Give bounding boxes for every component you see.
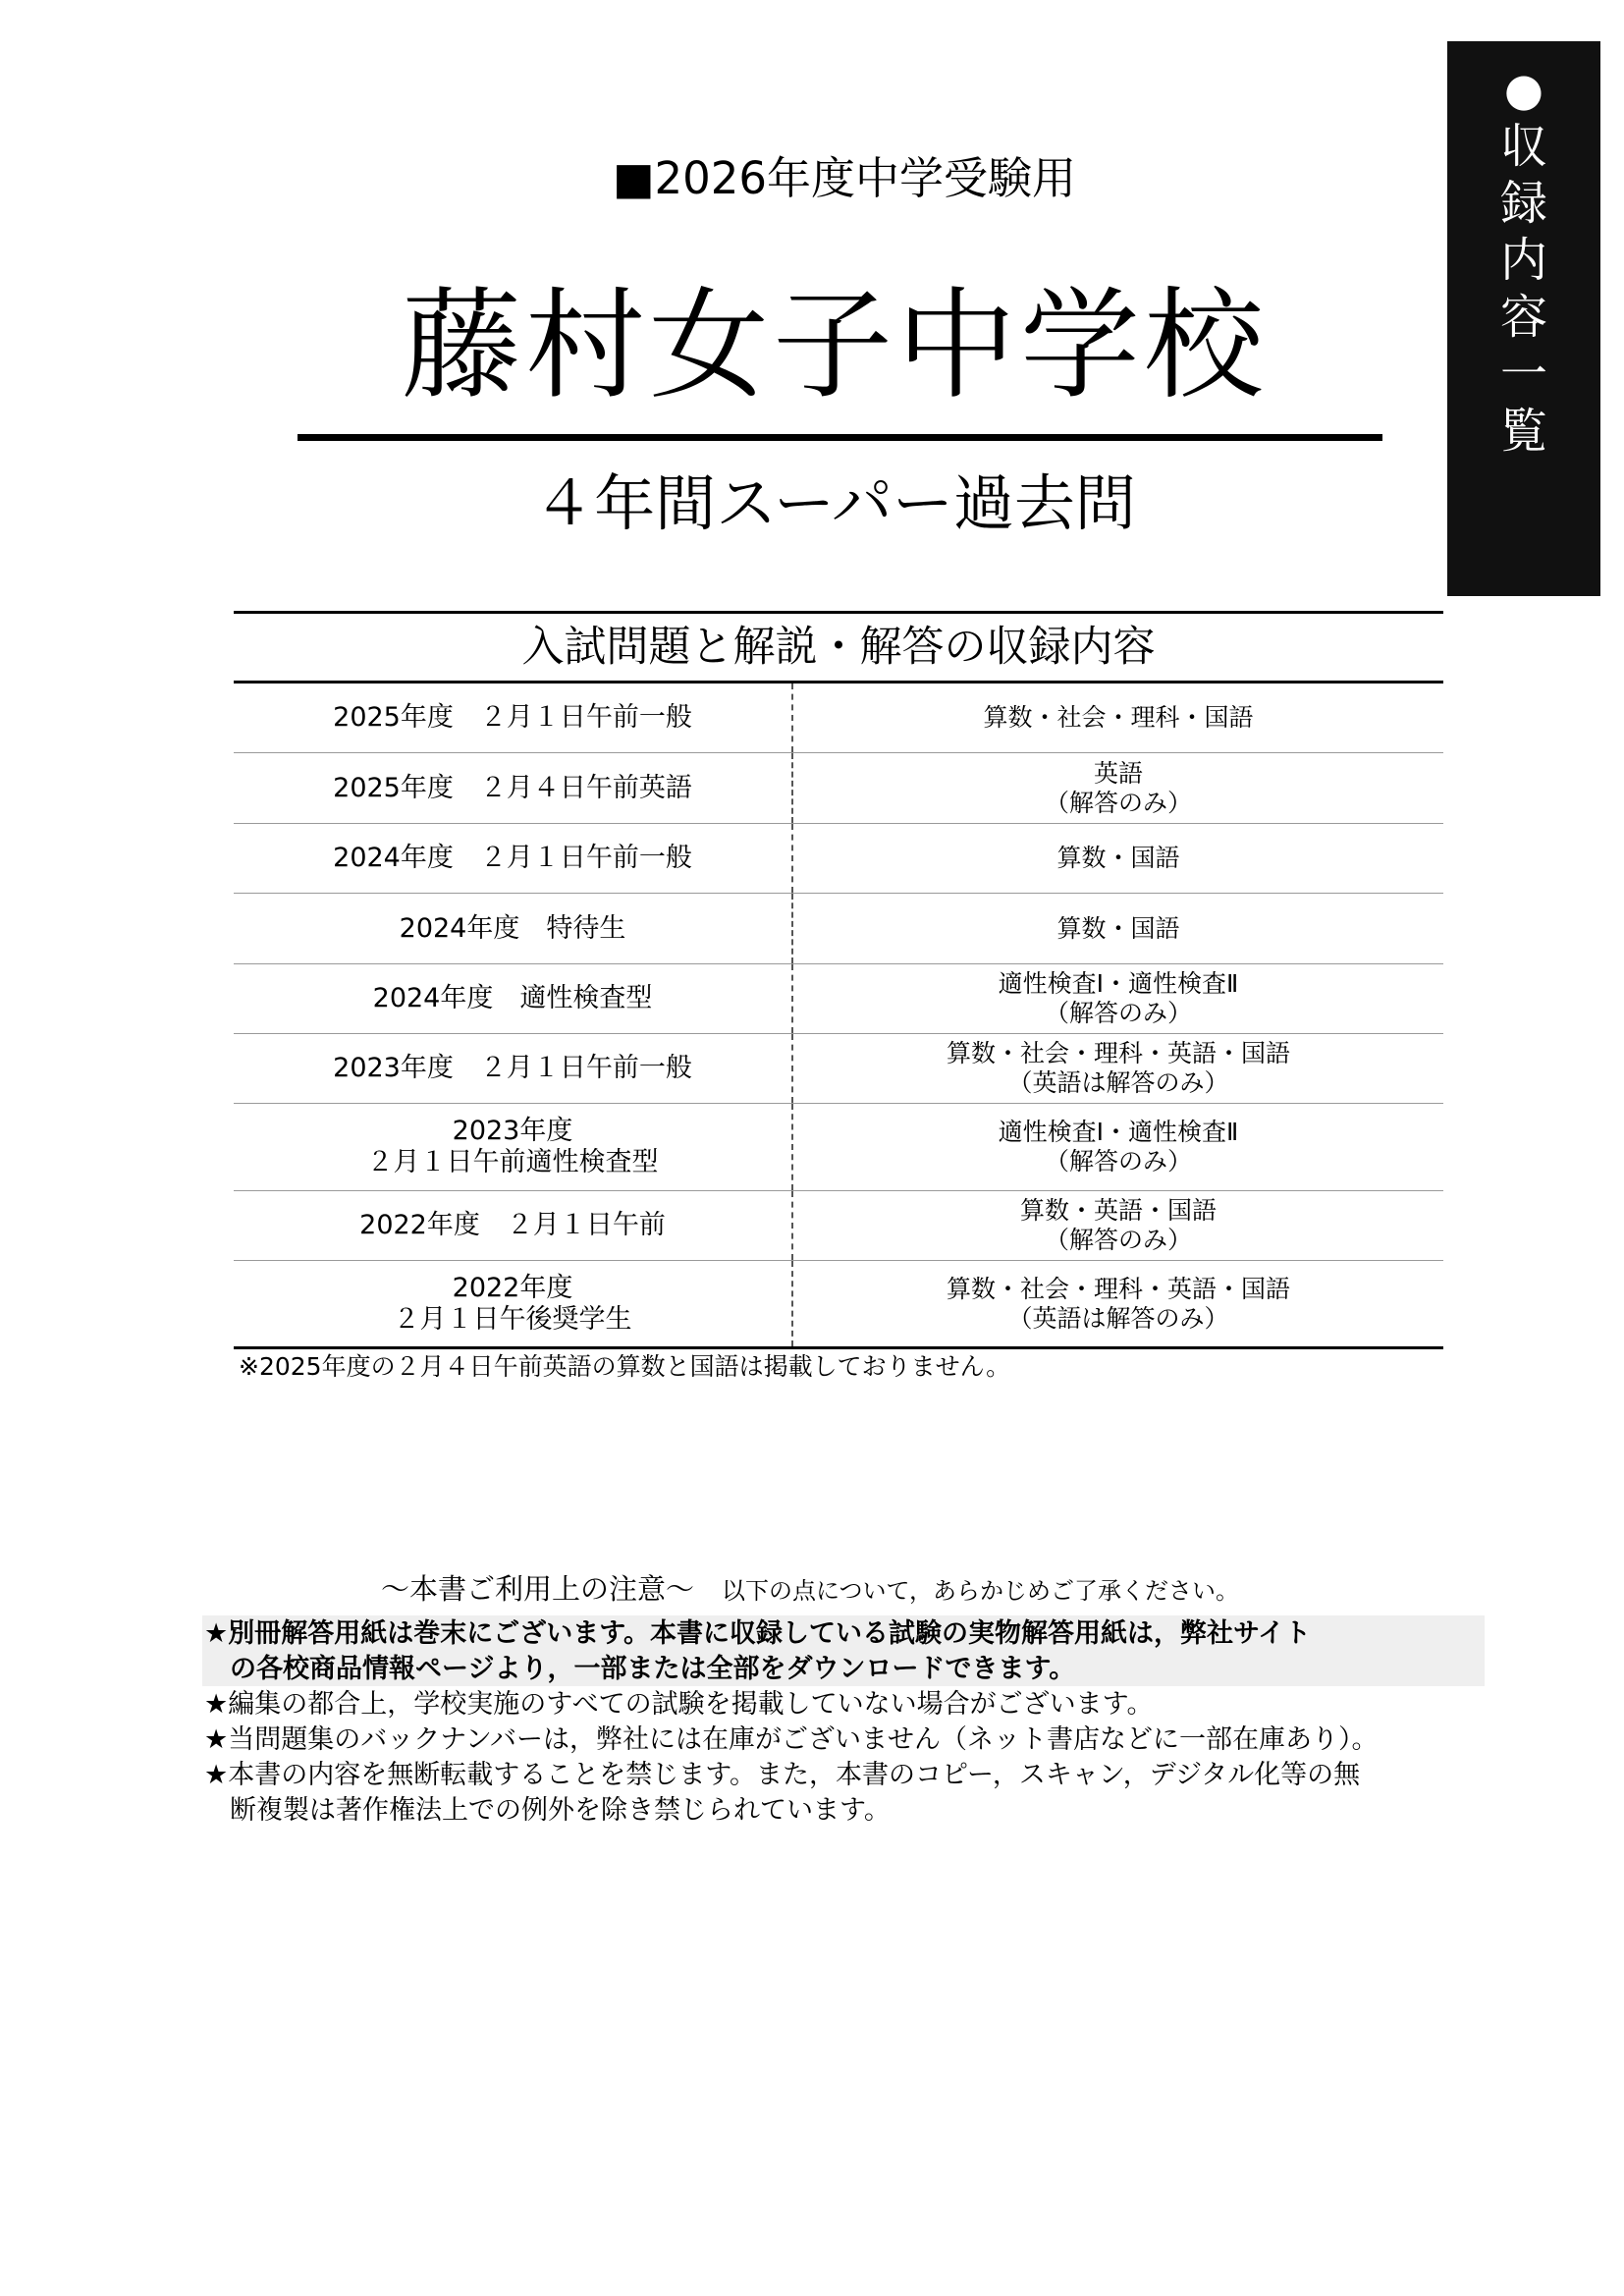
exam-cell (234, 1191, 793, 1260)
subjects-text: 適性検査Ⅰ・適性検査Ⅱ (998, 969, 1239, 998)
subjects-cell (793, 683, 1443, 752)
exam-cell (234, 1034, 793, 1103)
exam-cell (234, 753, 793, 823)
notice-heading (381, 1569, 1239, 1611)
tab-char: 録 (1499, 176, 1547, 231)
subjects-cell (793, 1191, 1443, 1260)
school-name: 藤村女子中学校 (402, 276, 1268, 415)
subjects-text: 算数・国語 (1056, 844, 1180, 872)
tab-char: 収 (1499, 119, 1547, 174)
subjects-text: 英語 (1093, 758, 1143, 788)
table-footnote: ※2025年度の２月４日午前英語の算数と国語は掲載しておりません。 (239, 1352, 1011, 1381)
subjects-text: 算数・社会・理科・国語 (983, 703, 1254, 732)
exam-text: 2024年度 ２月１日午前一般 (333, 843, 692, 873)
table-row (234, 1191, 1443, 1261)
subjects-text: 算数・国語 (1056, 913, 1180, 943)
subjects-text: 適性検査Ⅰ・適性検査Ⅱ (998, 1118, 1239, 1146)
exam-text-line2: ２月１日午後奨学生 (393, 1303, 632, 1335)
subjects-cell (793, 753, 1443, 823)
exam-text: 2022年度 (452, 1272, 573, 1303)
exam-text: 2025年度 ２月４日午前英語 (333, 772, 692, 803)
table-row (234, 1034, 1443, 1104)
table-row (234, 824, 1443, 894)
notice-item-continued: 断複製は著作権法上での例外を除き禁じられています。 (230, 1795, 891, 1826)
book-subtitle: ４年間スーパー過去問 (533, 467, 1136, 539)
exam-text: 2023年度 (452, 1116, 573, 1146)
exam-cell (234, 964, 793, 1033)
table-heading: 入試問題と解説・解答の収録内容 (234, 614, 1443, 683)
table-row (234, 964, 1443, 1034)
notice-title: ～本書ご利用上の注意～ (381, 1572, 695, 1606)
subjects-note: （英語は解答のみ） (1007, 1068, 1229, 1097)
exam-cell (234, 894, 793, 963)
exam-text: 2023年度 ２月１日午前一般 (333, 1053, 692, 1083)
subjects-text: 算数・社会・理科・英語・国語 (946, 1039, 1290, 1067)
subjects-text: 算数・社会・理科・英語・国語 (946, 1274, 1290, 1303)
exam-text: 2024年度 適性検査型 (372, 983, 653, 1013)
table-row (234, 753, 1443, 824)
exam-text: 2025年度 ２月１日午前一般 (333, 702, 692, 733)
table-row (234, 683, 1443, 753)
subjects-note: （英語は解答のみ） (1007, 1303, 1229, 1333)
exam-text: 2024年度 特待生 (399, 912, 626, 944)
exam-cell (234, 683, 793, 752)
notice-item: ★本書の内容を無断転載することを禁じます。また，本書のコピー，スキャン，デジタル化等の無 (204, 1760, 1361, 1790)
notice-item: ★別冊解答用紙は巻末にございます。本書に収録している試験の実物解答用紙は，弊社サイト (204, 1618, 1312, 1649)
subjects-cell (793, 894, 1443, 963)
subjects-cell (793, 1261, 1443, 1346)
exam-cell (234, 824, 793, 893)
exam-cell (234, 1104, 793, 1190)
edition-label: ■2026年度中学受験用 (612, 152, 1077, 204)
subjects-note: （解答のみ） (1044, 1147, 1192, 1175)
bullet-icon: ● (1503, 63, 1544, 116)
contents-list-tab (1447, 41, 1600, 596)
notice-item: ★編集の都合上，学校実施のすべての試験を掲載していない場合がございます。 (204, 1689, 1154, 1720)
title-underline (298, 434, 1382, 441)
notice-list (204, 1616, 1500, 1829)
subjects-note: （解答のみ） (1044, 1226, 1192, 1254)
exam-cell (234, 1261, 793, 1346)
notice-subtitle: 以下の点について，あらかじめご了承ください。 (722, 1577, 1240, 1605)
table-row (234, 894, 1443, 964)
tab-char: 一 (1499, 347, 1547, 402)
tab-char: 容 (1499, 290, 1547, 345)
subjects-note: （解答のみ） (1044, 999, 1192, 1027)
notice-item: ★当問題集のバックナンバーは，弊社には在庫がございません（ネット書店などに一部在庫あり）。 (204, 1724, 1379, 1755)
tab-char: 内 (1499, 233, 1547, 288)
exam-text: 2022年度 ２月１日午前 (359, 1210, 666, 1240)
subjects-cell (793, 1104, 1443, 1190)
subjects-text: 算数・英語・国語 (1019, 1196, 1217, 1225)
subjects-note: （解答のみ） (1044, 788, 1192, 817)
table-row (234, 1261, 1443, 1349)
table-row (234, 1104, 1443, 1191)
contents-table (234, 611, 1443, 1349)
subjects-cell (793, 824, 1443, 893)
subjects-cell (793, 1034, 1443, 1103)
subjects-cell (793, 964, 1443, 1033)
exam-text-line2: ２月１日午前適性検査型 (366, 1147, 659, 1177)
notice-item-continued: の各校商品情報ページより，一部または全部をダウンロードできます。 (230, 1654, 1076, 1684)
tab-char: 覧 (1499, 404, 1547, 459)
